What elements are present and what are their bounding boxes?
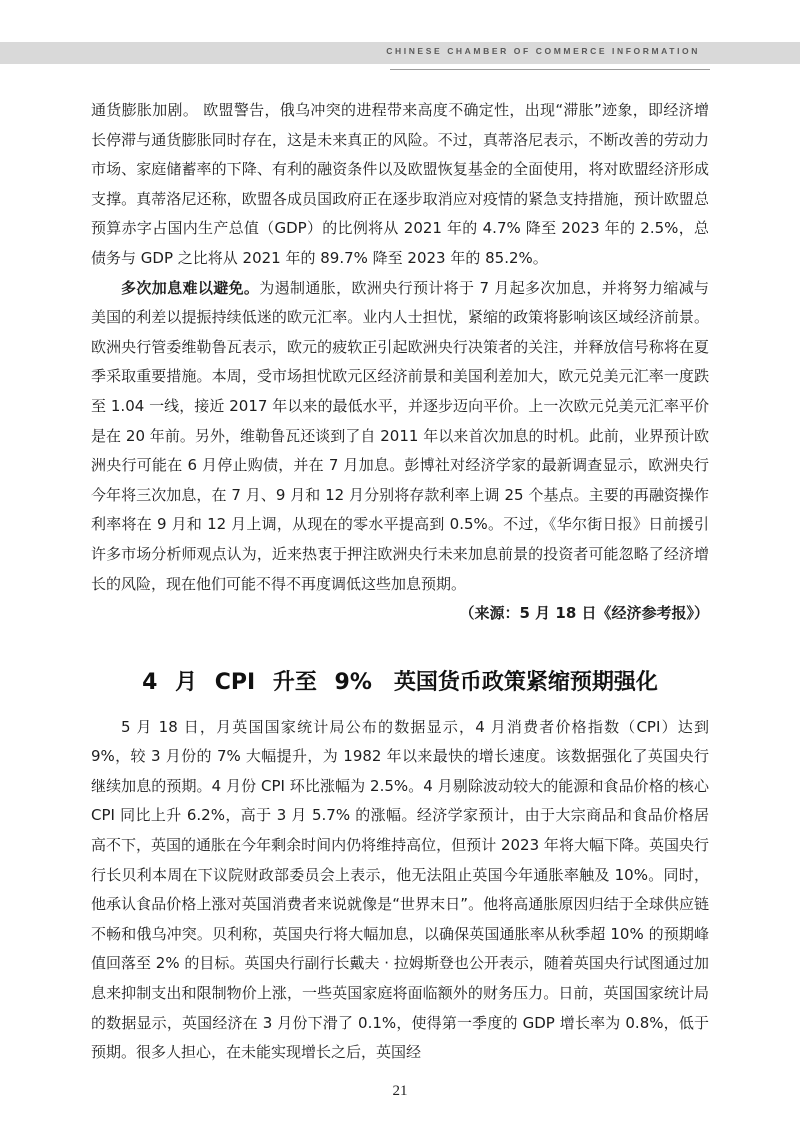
article2-body: 5 月 18 日，月英国国家统计局公布的数据显示，4 月消费者价格指数（CPI）达到 9%，较 3 月份的 7% 大幅提升，为 1982 年以来最快的增长速度。该数据强化了英国央行继续加息的预期。4 月份 CPI 环比涨幅为 2.5%。4 月剔除波动较大的能源和食品价格的核心 CPI 同比上升 6.2%，高于 3 月 5.7% 的涨幅。经济学家预计，由于大宗商品和食品价格居高不下，英国的通胀在今年剩余时间内仍将维持高位，但预计 2023 年将大幅下降。英国央行行长贝利本周在下议院财政部委员会上表示，他无法阻止英国今年通胀率触及 10%。同时，他承认食品价格上涨对英国消费者来说就像是“世界末日”。他将高通胀原因归结于全球供应链不畅和俄乌冲突。贝利称，英国央行将大幅加息，以确保英国通胀率从秋季超 10% 的预期峰值回落至 2% 的目标。英国央行副行长戴夫 · 拉姆斯登也公开表示，随着英国央行试图通过加息来抑制支出和限制物价上涨，一些英国家庭将面临额外的财务压力。日前，英国国家统计局的数据显示，英国经济在 3 月份下滑了 0.1%，使得第一季度的 GDP 增长率为 0.8%，低于预期。很多人担心，在未能实现增长之后，英国经 [91, 717, 709, 1062]
page-content [91, 96, 709, 1068]
header-rule [390, 69, 710, 70]
publication-name: CHINESE CHAMBER OF COMMERCE INFORMATION [386, 46, 700, 56]
paragraph-lead: 多次加息难以避免。 [121, 278, 260, 297]
header-band [0, 42, 800, 64]
page-number: 21 [392, 1083, 408, 1099]
article1-source: （来源：5 月 18 日《经济参考报》） [459, 604, 709, 623]
paragraph-body: 为遏制通胀，欧洲央行预计将于 7 月起多次加息，并将努力缩减与美国的利差以提振持续低迷的欧元汇率。业内人士担忧，紧缩的政策将影响该区域经济前景。欧洲央行管委维勒鲁瓦表示，欧元的疲软正引起欧洲央行决策者的关注，并释放信号称将在夏季采取重要措施。本周，受市场担忧欧元区经济前景和美国利差加大，欧元兑美元汇率一度跌至 1.04 一线，接近 2017 年以来的最低水平，并逐步迈向平价。上一次欧元兑美元汇率平价是在 20 年前。另外，维勒鲁瓦还谈到了自 2011 年以来首次加息的时机。此前，业界预计欧洲央行可能在 6 月停止购债，并在 7 月加息。彭博社对经济学家的最新调查显示，欧洲央行今年将三次加息，在 7 月、9 月和 12 月分别将存款利率上调 25 个基点。主要的再融资操作利率将在 9 月和 12 月上调，从现在的零水平提高到 0.5%。不过，《华尔街日报》日前援引许多市场分析师观点认为，近来热衷于押注欧洲央行未来加息前景的投资者可能忽略了经济增长的风险，现在他们可能不得不再度调低这些加息预期。 [91, 278, 709, 593]
article1-paragraph-2 [91, 274, 709, 600]
article1-paragraph-1: 通货膨胀加剧。 欧盟警告，俄乌冲突的进程带来高度不确定性，出现“滞胀”迹象，即经济增长停滞与通货膨胀同时存在，这是未来真正的风险。不过，真蒂洛尼表示，不断改善的劳动力市场、家庭储蓄率的下降、有利的融资条件以及欧盟恢复基金的全面使用，将对欧盟经济形成支撑。真蒂洛尼还称，欧盟各成员国政府正在逐步取消应对疫情的紧急支持措施，预计欧盟总预算赤字占国内生产总值（GDP）的比例将从 2021 年的 4.7% 降至 2023 年的 2.5%，总债务与 GDP 之比将从 2021 年的 89.7% 降至 2023 年的 85.2%。 [91, 101, 709, 267]
article2-title: 4 月 CPI 升至 9% 英国货币政策紧缩预期强化 [142, 669, 658, 695]
